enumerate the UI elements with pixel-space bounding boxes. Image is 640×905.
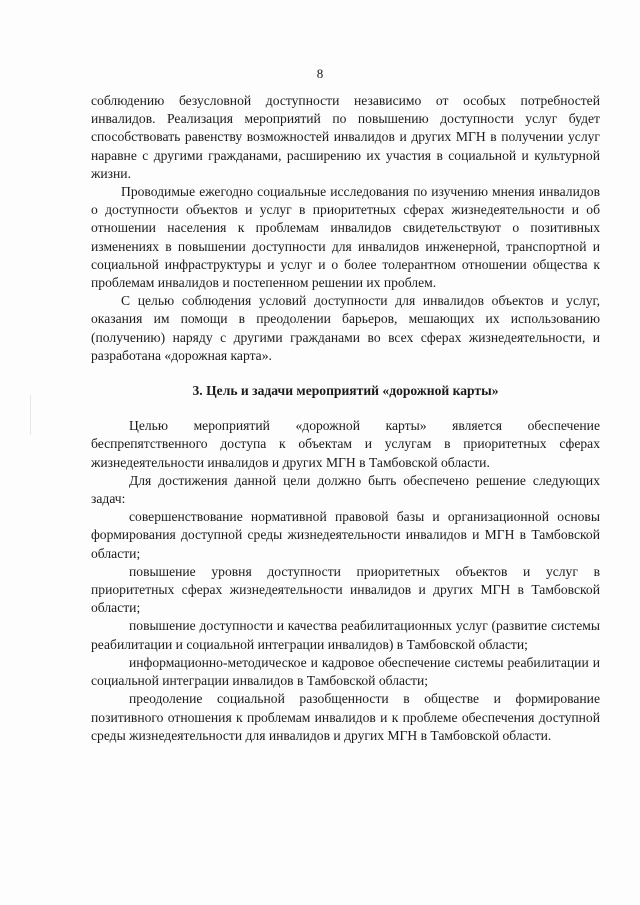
task-item-legal-base: совершенствование нормативной правовой базы и организационной основы формирования доступной среды жизнедеятельности инвалидов и МГН в Тамбовской области; — [91, 509, 600, 561]
scan-margin-mark — [30, 395, 31, 435]
page-number: 8 — [316, 66, 324, 81]
paragraph-purpose: С целью соблюдения условий доступности для инвалидов объектов и услуг, оказания им помощи в преодолении барьеров, мешающих их использованию (получению) наряду с другими гражданами во всех сферах жизнедеятельности, и разработана «дорожная карта». — [91, 293, 600, 363]
task-item-accessibility: повышение уровня доступности приоритетных объектов и услуг в приоритетных сферах жизнедеятельности инвалидов и других МГН в Тамбовской области; — [91, 563, 600, 616]
task-item-staffing: информационно-методическое и кадровое обеспечение системы реабилитации и социальной интеграции инвалидов в Тамбовской области; — [91, 654, 600, 689]
task-item-rehabilitation: повышение доступности и качества реабилитационных услуг (развитие системы реабилитации и социальной интеграции инвалидов) в Тамбовской области; — [91, 618, 600, 652]
section-body — [91, 417, 600, 745]
task-item-social-cohesion: преодоление социальной разобщенности в обществе и формирование позитивного отношения к проблемам инвалидов и к проблеме обеспечения доступной среды жизнедеятельности для инвалидов и других МГН в Тамбовской области. — [91, 691, 600, 743]
paragraph-goal: Целью мероприятий «дорожной карты» является обеспечение беспрепятственного доступа к объектам и услугам в приоритетных сферах жизнедеятельности инвалидов и других МГН в Тамбовской области. — [91, 418, 600, 470]
paragraph-tasks-intro: Для достижения данной цели должно быть обеспечено решение следующих задач: — [91, 472, 600, 507]
section-heading: 3. Цель и задачи мероприятий «дорожной карты» — [192, 383, 499, 399]
paragraph-continuation: соблюдению безусловной доступности независимо от особых потребностей инвалидов. Реализация мероприятий по повышению доступности услуг будет способствовать равенству возможностей инвалидов и других МГН в получении услуг наравне с другими гражданами, расширению их участия в социальной и культурной жизни. — [91, 93, 600, 181]
page-content — [91, 92, 600, 745]
paragraph-research: Проводимые ежегодно социальные исследования по изучению мнения инвалидов о доступности объектов и услуг в приоритетных сферах жизнедеятельности и об отношении населения к проблемам инвалидов свидетельствуют о позитивных изменениях в повышении доступности для инвалидов инженерной, транспортной и социальной инфраструктуры и услуг и о более толерантном отношении общества к проблемам инвалидов и постепенном решении их проблем. — [91, 184, 600, 291]
